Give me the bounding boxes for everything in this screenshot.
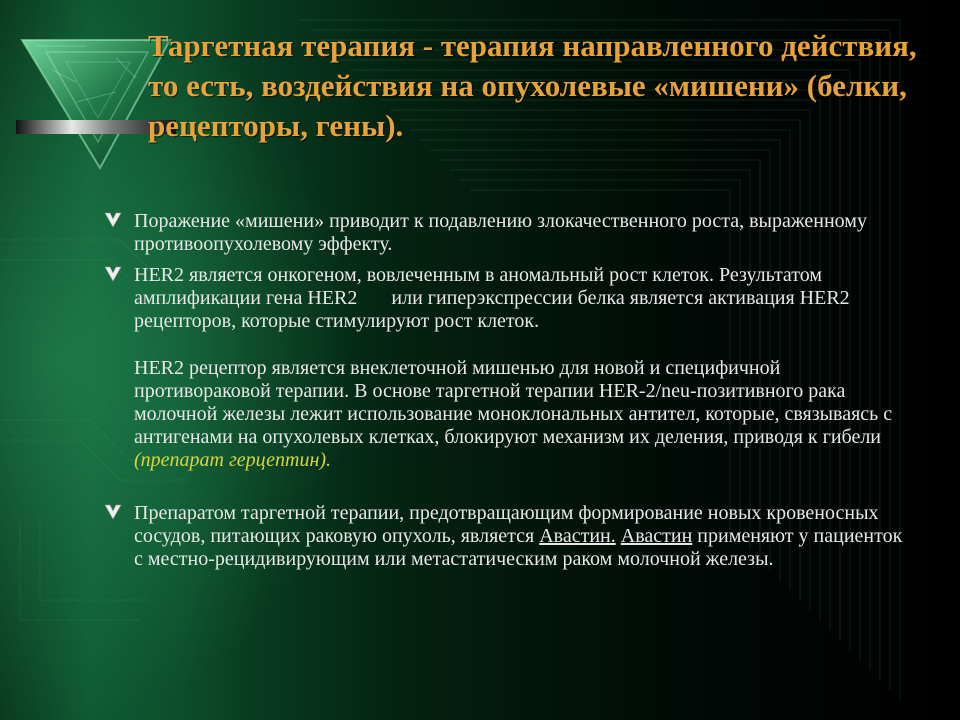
- bullet-item-1-text: Поражение «мишени» приводит к подавлению злокачественного роста, выраженному противоопухолевому эффекту.: [134, 210, 867, 255]
- her2-paragraph: [104, 357, 904, 472]
- bullet-item-3-text-a: Препаратом таргетной терапии, предотвращающим формирование новых кровеносных сосудов, питающих раковую опухоль, является: [134, 502, 879, 547]
- bullet-item-3: [104, 502, 904, 571]
- checkmark-chevron-icon: [104, 503, 122, 521]
- bullet-item-1: [104, 210, 904, 256]
- slide-body: [104, 210, 904, 571]
- title-bold-term: Таргетная терапия: [148, 28, 415, 63]
- her2-paragraph-text: HER2 рецептор является внеклеточной мишенью для новой и специфичной противораковой терапии. В основе таргетной терапии HER-2/neu-позитивного рака молочной железы лежит использование моноклональных антител, которые, связываясь с антигенами на опухолевых клетках, блокируют механизм их деления, приводя к гибели: [134, 357, 893, 448]
- bullet-item-2-text-b: или гиперэкспрессии белка является активация HER2 рецепторов, которые стимулируют рост клеток.: [134, 287, 850, 332]
- checkmark-chevron-icon: [104, 211, 122, 229]
- drug-name-herceptin: (препарат герцептин).: [134, 449, 332, 471]
- bullet-item-2-text-a: HER2 является онкогеном, вовлеченным в аномальный рост клеток. Результатом амплификации гена HER2: [134, 264, 823, 309]
- slide-title: [148, 26, 938, 146]
- avastin-link-1[interactable]: Авастин.: [539, 525, 616, 547]
- bullet-item-3-text-b: применяют у пациенток с местно-рецидивирующим или метастатическим раком молочной железы.: [134, 525, 903, 570]
- title-definition: - терапия направленного действия, то есть, воздействия на опухолевые «мишени» (белки, рецепторы, гены).: [148, 28, 917, 143]
- checkmark-chevron-icon: [104, 265, 122, 283]
- bullet-item-2: [104, 264, 904, 333]
- avastin-link-2[interactable]: Авастин: [620, 525, 693, 547]
